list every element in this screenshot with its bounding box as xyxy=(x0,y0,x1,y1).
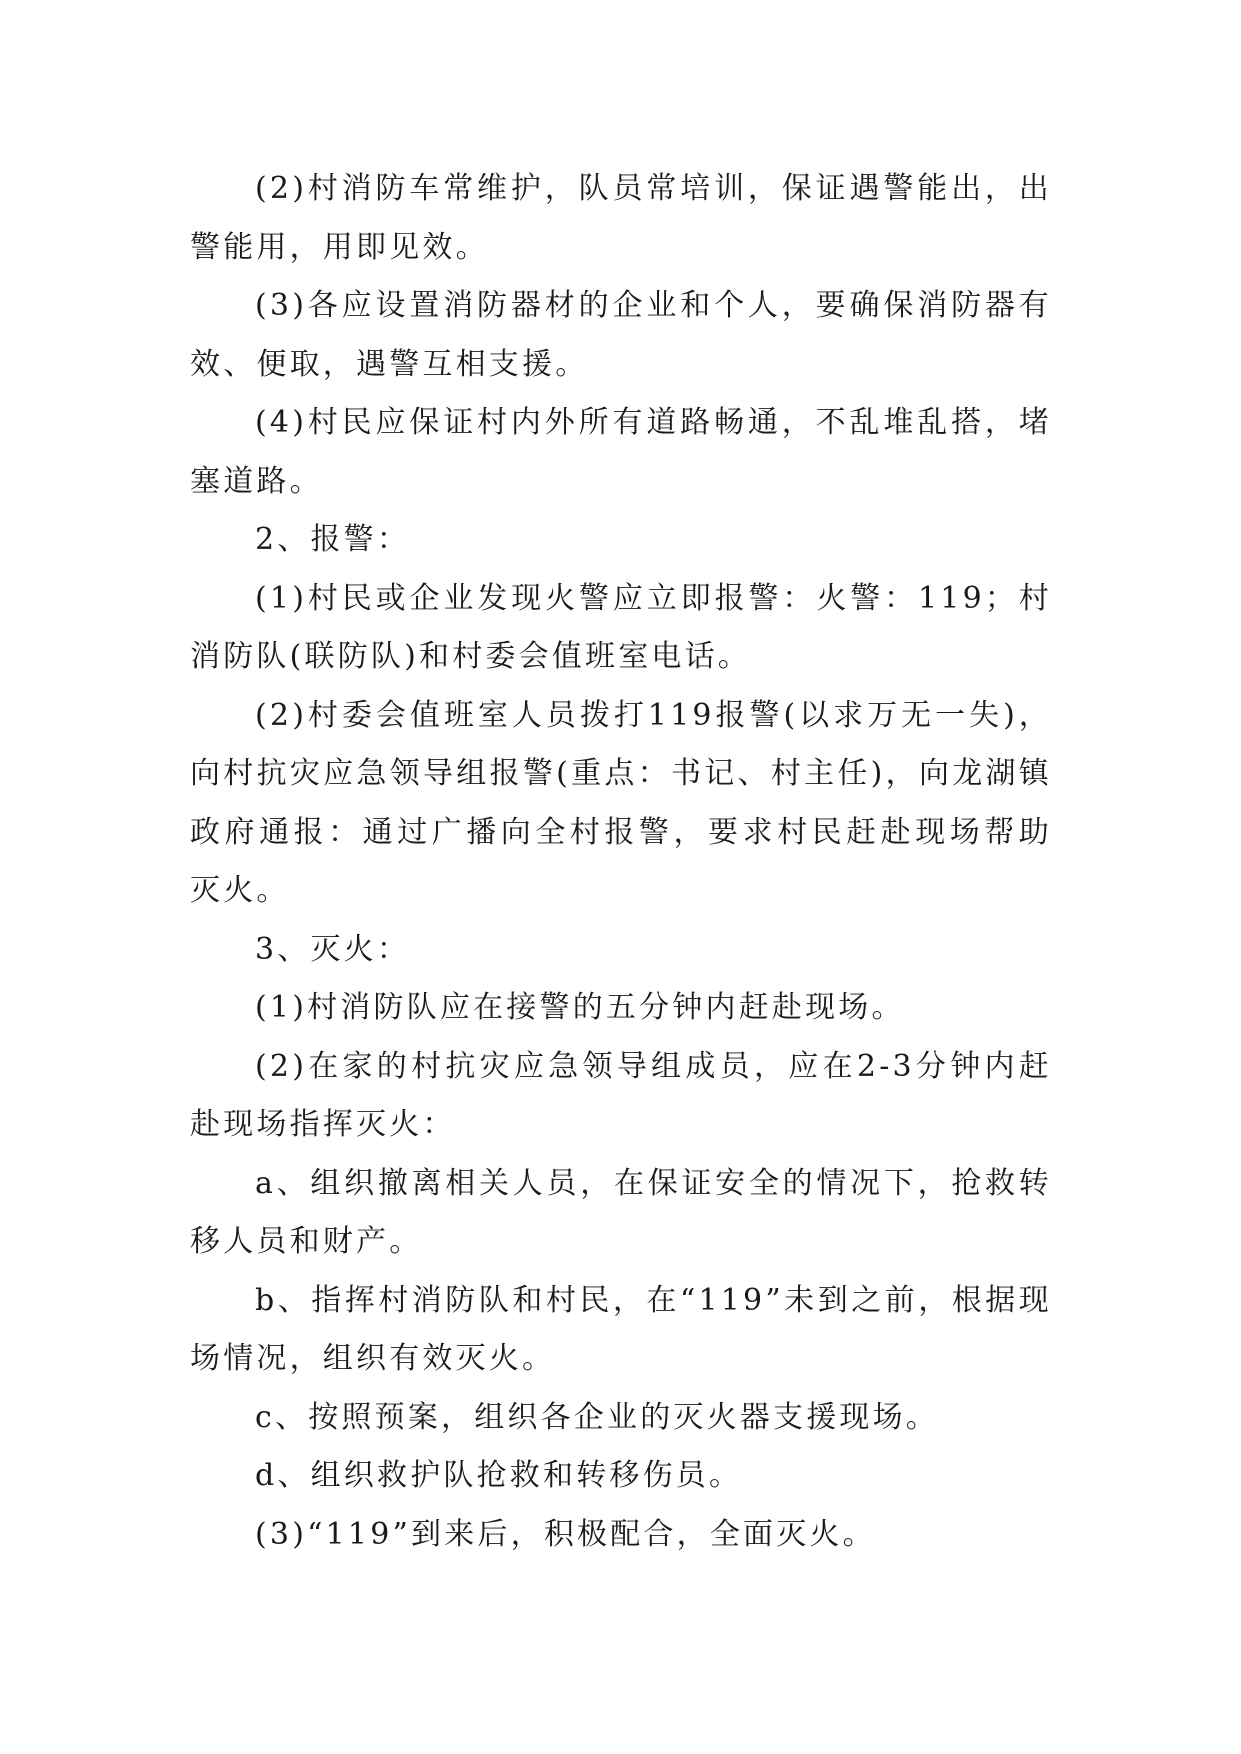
paragraph-fire-team-arrival: (1)村消防队应在接警的五分钟内赶赴现场。 xyxy=(255,990,905,1025)
list-item-evacuate: a、组织撤离相关人员，在保证安全的情况下，抢救转移人员和财产。 xyxy=(190,1165,1052,1259)
section-heading-alarm: 2、报警： xyxy=(255,522,411,557)
paragraph-report-fire: (1)村民或企业发现火警应立即报警：火警：119；村消防队(联防队)和村委会值班室电话。 xyxy=(190,580,1052,674)
document-body xyxy=(190,160,1052,1564)
list-item-rescue-wounded: d、组织救护队抢救和转移伤员。 xyxy=(255,1458,743,1493)
paragraph-fire-truck-maintenance: (2)村消防车常维护，队员常培训，保证遇警能出，出警能用，用即见效。 xyxy=(190,171,1052,265)
paragraph-leadership-command: (2)在家的村抗灾应急领导组成员，应在2-3分钟内赶赴现场指挥灭火： xyxy=(190,1048,1052,1142)
list-item-direct-firefighting: b、指挥村消防队和村民，在“119”未到之前，根据现场情况，组织有效灭火。 xyxy=(190,1282,1052,1376)
paragraph-duty-room-report: (2)村委会值班室人员拨打119报警(以求万无一失)，向村抗灾应急领导组报警(重点：书记、村主任)，向龙湖镇政府通报：通过广播向全村报警，要求村民赶赴现场帮助灭火。 xyxy=(190,697,1052,908)
paragraph-cooperate-119: (3)“119”到来后，积极配合，全面灭火。 xyxy=(255,1516,876,1552)
section-heading-firefighting: 3、灭火： xyxy=(255,931,411,967)
paragraph-road-clearance: (4)村民应保证村内外所有道路畅通，不乱堆乱搭，堵塞道路。 xyxy=(190,405,1052,499)
paragraph-fire-equipment: (3)各应设置消防器材的企业和个人，要确保消防器有效、便取，遇警互相支援。 xyxy=(190,288,1052,382)
list-item-extinguisher-support: c、按照预案，组织各企业的灭火器支援现场。 xyxy=(255,1399,940,1435)
